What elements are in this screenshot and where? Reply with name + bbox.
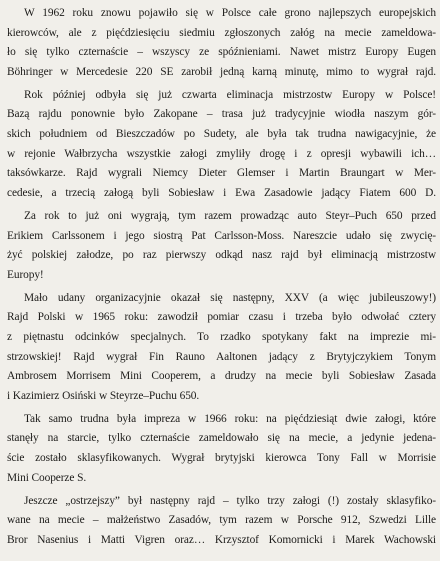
text-line: Tak samo trudna była impreza w 1966 roku: na pięćdziesiąt dwie załogi, które [24, 412, 436, 425]
text-line: skich południem od Bieszczadów po Sudety, ale była tak trudna nawigacyjnie, że [7, 128, 436, 141]
text-line: cedesie, a trzecią załogą byli Sobiesław i Ewa Zasadowie jadący Fiatem 600 D. [7, 186, 436, 199]
text-line: taksówkarze. Rajd wygrali Niemcy Dieter Glemser i Martin Braungart w Mer- [7, 167, 436, 180]
text-line: w rejonie Wałbrzycha wszystkie załogi zmyliły drogę i z opresji wybawili ich… [7, 147, 436, 160]
text-line: i Kazimierz Osiński w Steyrze–Puchu 650. [7, 389, 200, 402]
text-line: W 1962 roku znowu pojawiło się w Polsce całe grono najlepszych europejskich [24, 7, 436, 19]
text-line: Rajd Polski w 1965 roku: zawodził pomiar czasu i trzeba było odwołać cztery [7, 311, 436, 324]
text-line: ście zostało sklasyfikowanych. Wygrał brytyjski kierowca Tony Fall w Morrisie [7, 452, 436, 465]
text-line: Ambrosem Morrisem Mini Cooperem, a drudzy na mecie byli Sobiesław Zasada [7, 370, 436, 383]
text-line: strzowskiej! Rajd wygrał Fin Rauno Aaltonen jadący z Brytyjczykiem Tonym [7, 350, 436, 363]
text-line: kierowców, ale z pięćdziesięciu siedmiu zgłoszonych załóg na mecie zameldowa- [7, 26, 436, 39]
text-line: Jeszcze „ostrzejszy” był następny rajd – tylko trzy załogi (!) zostały sklasyfiko- [24, 494, 436, 507]
text-line: Rok później odbyła się już czwarta eliminacja mistrzostw Europy w Polsce! [24, 88, 436, 101]
text-line: Bror Nasenius i Matti Vigren oraz… Krzysztof Komornicki i Marek Wachowski [7, 533, 436, 546]
text-line: wane na mecie – małżeństwo Zasadów, tym razem w Porsche 912, Szwedzi Lille [7, 514, 436, 527]
text-line: Bazą rajdu ponownie było Zakopane – trasa już tradycyjnie wiodła naszym gór- [7, 108, 436, 121]
text-line: Za rok to już oni wygrają, tym razem prowadząc auto Steyr–Puch 650 przed [24, 209, 436, 222]
paragraph-1967-rally [7, 492, 436, 551]
text-line: Mało udany organizacyjnie okazał się następny, XXV (a więc jubileuszowy!) [24, 291, 436, 304]
text-line: ło się tylko czternaście – wszyscy ze spóźnieniami. Nawet mistrz Europy Eugen [7, 46, 436, 59]
text-line: żyć polskiej załodze, po raz pierwszy odkąd nasz rajd był eliminacją mistrzostw [7, 249, 436, 262]
text-line: Mini Cooperze S. [7, 471, 87, 484]
text-line: z piętnastu odcinków specjalnych. To rzadko spotykany fakt na imprezie mi- [7, 331, 436, 343]
text-line: Europy! [7, 268, 44, 281]
paragraph-1964-rally [7, 207, 436, 285]
paragraph-1966-rally [7, 410, 436, 488]
paragraph-1963-rally [7, 86, 436, 204]
text-line: Böhringer w Mercedesie 220 SE zarobił jedną karną minutę, mimo to wygrał rajd. [7, 65, 436, 78]
text-line: Erikiem Carlssonem i jego siostrą Pat Carlsson-Moss. Nareszcie udało się zwycię- [7, 229, 436, 242]
text-line: stanęły na starcie, tylko czternaście zameldowało się na mecie, a jedynie jedena- [7, 432, 436, 445]
paragraph-1965-rally [7, 289, 436, 407]
paragraph-1962-rally [7, 4, 436, 82]
